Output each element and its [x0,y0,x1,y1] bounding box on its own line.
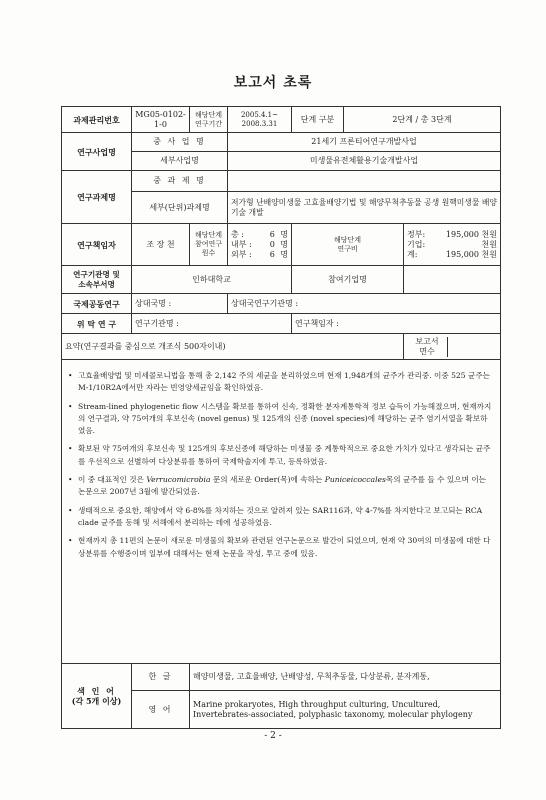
mid-task-value [228,171,501,192]
cost-gov-value: 195,000 천원 [445,229,497,239]
institution-value: 인하대학교 [132,266,292,294]
cost-label-line2: 연구비 [337,244,358,253]
consign-manager-label: 연구책임자 : [292,314,501,334]
pages-label-line1: 보고서 [415,336,439,346]
pages-value [448,337,498,357]
summary-bullet-list [68,370,494,560]
detail-task-label: 세부(단위)과제명 [132,192,228,224]
company-value [404,266,501,294]
row-summary-header [62,334,501,360]
intl-label: 국제공동연구 [62,294,132,314]
keywords-label [62,664,132,729]
keywords-label-line1: 색 인 어 [77,686,116,696]
institution-label-line2: 소속부서명 [78,279,115,289]
row-institution [62,266,501,294]
summary-text: 확보된 약 75여개의 후보신속 및 125개의 후보신종에 해당하는 미생물 중 계통학적으로 중요한 가치가 있다고 생각되는 균주를 우선적으로 선별하여 다상분류를 통하여 국제학술지에 투고, 등록하였음. [78,444,491,466]
summary-bullet [68,505,494,530]
project-no-label: 과제관리번호 [62,107,132,133]
period-label-line2: 연구기간 [194,119,223,128]
mid-task-label: 중 과 제 명 [132,171,228,192]
consign-label: 위 탁 연 구 [62,314,132,334]
keywords-eng-label: 영 어 [132,691,190,729]
summary-bullet [68,443,494,468]
row-summary-body [62,360,501,664]
summary-body [62,360,501,664]
page-number: - 2 - [264,731,282,741]
researchers-total-count: 6 [269,229,275,239]
summary-text: 문의 새로운 Order(목)에 속하는 [210,475,325,485]
pages-label-line2: 면수 [419,346,435,356]
row-mid-program [62,133,501,152]
detail-program-value: 미생물유전체활용기술개발사업 [228,152,501,171]
pages-label [407,337,448,357]
row-project-no [62,107,501,133]
researchers-label-line1: 해당단계 [194,231,223,240]
summary-label: 요약(연구결과를 중심으로 개조식 500자이내) [62,334,404,360]
cost-gov-label: 정부: [407,229,426,239]
keywords-kor-label: 한 글 [132,664,190,691]
bullet-dot-icon: • [68,401,73,411]
partner-country-label: 상대국명 : [132,294,228,314]
stage-value: 2단계 / 총 3단계 [344,107,501,133]
summary-bullet [68,401,494,438]
researchers-inside-label: 내부 : [231,239,252,249]
summary-italic-term: Puniceicoccales [324,475,386,485]
summary-text: 목의 균주를 들 수 있으며 이는 논문으로 2007년 3월에 발간되었음. [78,475,487,497]
summary-bullet [68,535,494,560]
researchers-counts [228,224,292,266]
cost-table [407,230,497,260]
bullet-dot-icon: • [68,371,73,380]
period-label-line1: 해당단계 [194,110,223,119]
institution-label [62,266,132,294]
summary-bullet [68,370,494,395]
cost-total-value: 195,000 천원 [445,249,497,259]
researchers-inside-count: 0 [269,239,275,249]
summary-text: 이 중 대표적인 것은 [78,475,147,485]
consign-institution-label: 연구기관명 : [132,314,292,334]
summary-italic-term: Verrucomicrobia [146,475,211,485]
researchers-outside-unit: 명 [280,249,288,259]
cost-label-line1: 해당단계 [333,235,362,244]
mid-program-value: 21세기 프론티어연구개발사업 [228,133,501,152]
program-label: 연구사업명 [62,133,132,171]
mid-program-label: 중 사 업 명 [132,133,228,152]
keywords-kor-value: 해양미생물, 고효율배양, 난배양성, 무척추동물, 다상분류, 분자계통, [190,664,501,691]
row-international [62,294,501,314]
keywords-label-line2: (각 5개 이상) [71,696,122,706]
summary-text: 현재까지 총 11편의 논문이 새로운 미생물의 확보와 관련된 연구논문으로 발간이 되었으며, 현재 약 30여의 미생물에 대한 다상분류를 수행중이며 일부에 대해서는 현재 논문을 작성, 투고 중에 있음. [78,536,491,558]
researchers-label [190,224,228,266]
institution-label-line1: 연구기관명 및 [73,270,120,280]
researchers-inside-unit: 명 [280,239,288,249]
researchers-total-unit: 명 [280,229,288,239]
detail-task-value: 저가형 난배양미생물 고효율배양기법 및 해양무척추동물 공생 원핵미생물 배양기술 개발 [228,192,501,224]
bullet-dot-icon: • [68,475,73,485]
cost-values [404,224,501,266]
bullet-dot-icon: • [68,444,73,454]
row-manager [62,224,501,266]
company-label: 참여기업명 [292,266,404,294]
summary-bullet [68,474,494,499]
cost-total-label: 계: [407,249,418,259]
keywords-eng-value: Marine prokaryotes, High throughput culturing, Uncultured, Invertebrates-associated, polyphasic taxonomy, molecular phylogeny [190,691,501,729]
researchers-label-line2: 참여연구원수 [194,240,223,257]
bullet-dot-icon: • [68,536,73,546]
detail-program-label: 세부사업명 [132,152,228,171]
summary-text: Stream-lined phylogenetic flow 시스템을 확보를 통하여 신속, 정확한 분자계통학적 정보 습득이 가능해졌으며, 현재까지의 연구결과, 약 75여개의 후보신속 (novel genus) 및 125개의 신종 (novel species)에 해당하는 균주 염기서열을 확보하였음. [78,401,492,436]
summary-text: 생태적으로 중요한, 해양에서 약 6-8%를 차지하는 것으로 알려져 있는 SAR116과, 약 4-7%를 차지한다고 보고되는 RCA clade 균주를 동해 및 서해에서 분리하는 데에 성공하였음. [78,505,483,527]
task-label: 연구과제명 [62,171,132,224]
partner-institution-label: 상대국연구기관명 : [228,294,501,314]
bullet-dot-icon: • [68,505,73,515]
pages-cell [404,334,501,360]
researchers-count-table [231,230,288,260]
researchers-outside-label: 외부 : [231,249,252,259]
manager-label: 연구책임자 [62,224,132,266]
cost-corp-value: 천원 [481,239,497,249]
report-summary-form [61,106,501,729]
period-value: 2005.4.1~ 2008.3.31 [228,107,292,133]
project-no-value: MG05-0102-1-0 [132,107,190,133]
row-mid-task [62,171,501,192]
document-title: 보고서 초록 [233,75,313,91]
pages-table [407,337,497,357]
researchers-outside-count: 6 [269,249,275,259]
summary-text: 고효율배양법 및 미세콜로니법을 통해 총 2,142 주의 세균을 분리하였으며 현재 1,948개의 균주가 관리중. 이중 525 균주는 M-1/10R2A에서만 자라는 빈영양세균임을 확인하였음. [78,371,491,393]
cost-label [292,224,404,266]
row-keywords-kor [62,664,501,691]
researchers-total-label: 총 : [231,229,244,239]
cost-corp-label: 기업: [407,239,426,249]
stage-label: 단계 구분 [292,107,344,133]
period-label [190,107,228,133]
manager-value: 조 장 천 [132,224,190,266]
row-consign [62,314,501,334]
